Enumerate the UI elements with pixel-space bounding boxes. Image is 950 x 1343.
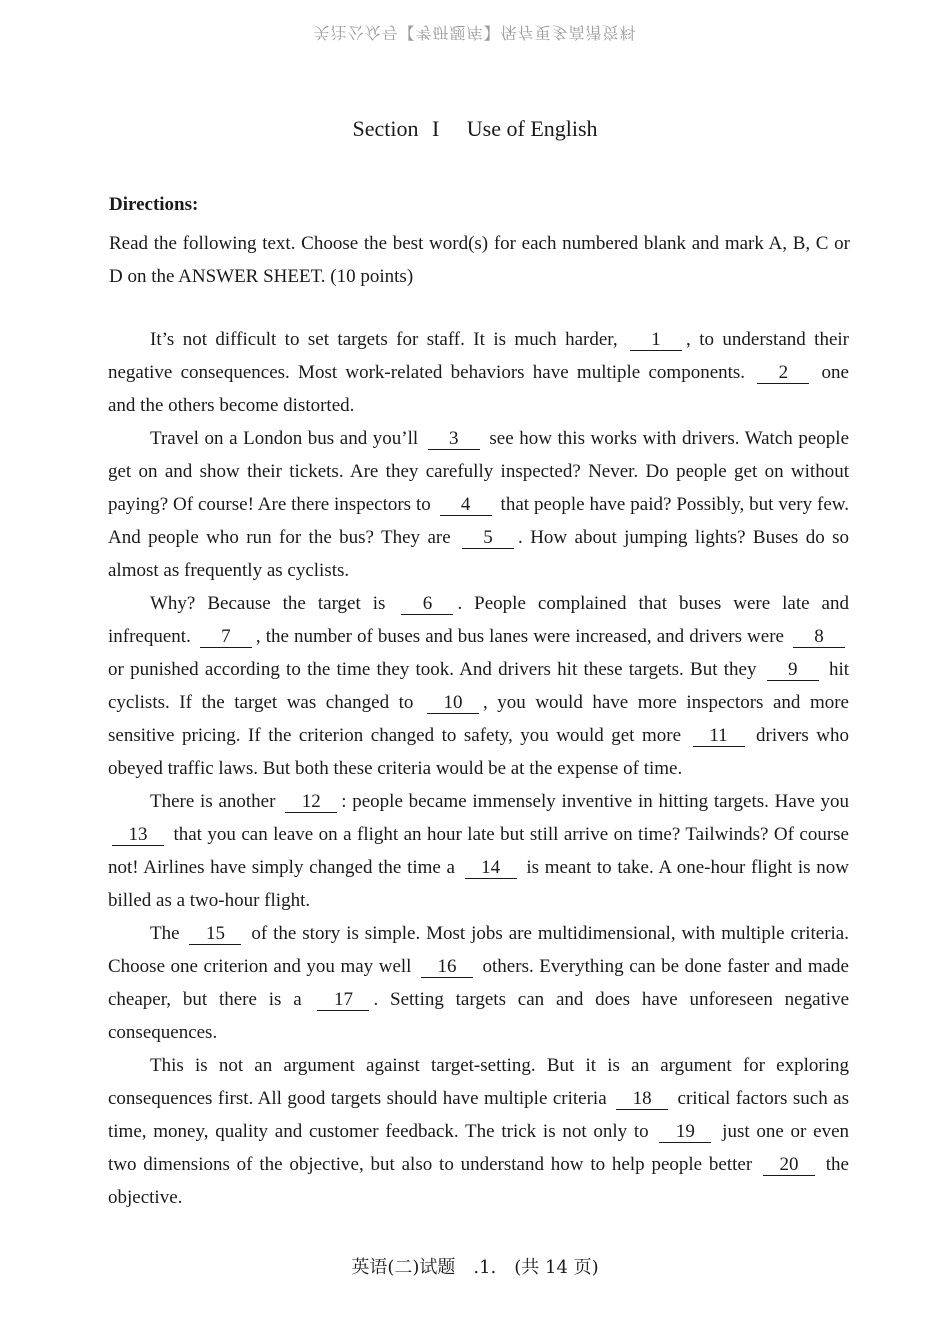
- paragraph-5: [108, 917, 849, 1049]
- text-segment: the objective.: [108, 1154, 849, 1208]
- text-segment: others. Everything can be done faster and made cheaper, but there is a: [108, 956, 849, 1010]
- blank-16: 16: [421, 957, 473, 978]
- directions-heading: Directions:: [109, 194, 199, 215]
- directions-text: Read the following text. Choose the best word(s) for each numbered blank and mark A, B, C or D on the ANSWER SHEET. (10 points): [109, 233, 850, 287]
- blank-20: 20: [763, 1155, 815, 1176]
- text-segment: . People complained that buses were late and infrequent.: [108, 593, 849, 647]
- text-segment: : people became immensely inventive in hitting targets. Have you: [341, 791, 849, 812]
- paragraph-2: [108, 422, 849, 587]
- text-segment: just one or even two dimensions of the objective, but also to understand how to help people better: [108, 1121, 849, 1175]
- paragraph-3: [108, 587, 849, 785]
- text-segment: , to understand their negative consequences. Most work-related behaviors have multiple components.: [108, 329, 849, 383]
- blank-11: 11: [693, 726, 745, 747]
- blank-15: 15: [189, 924, 241, 945]
- blank-8: 8: [793, 627, 845, 648]
- blank-2: 2: [757, 363, 809, 384]
- paragraph-4: [108, 785, 849, 917]
- blank-19: 19: [659, 1122, 711, 1143]
- text-segment: see how this works with drivers. Watch people get on and show their tickets. Are they carefully inspected? Never. Do people get on without paying? Of course! Are there inspectors to: [108, 428, 849, 515]
- text-segment: . How about jumping lights? Buses do so almost as frequently as cyclists.: [108, 527, 849, 581]
- blank-6: 6: [401, 594, 453, 615]
- text-segment: There is another: [150, 791, 282, 812]
- blank-4: 4: [440, 495, 492, 516]
- text-segment: drivers who obeyed traffic laws. But both these criteria would be at the expense of time.: [108, 725, 849, 779]
- text-segment: , you would have more inspectors and more sensitive pricing. If the criterion changed to safety, you would get more: [108, 692, 849, 746]
- text-segment: critical factors such as time, money, quality and customer feedback. The trick is not only to: [108, 1088, 850, 1142]
- text-segment: Travel on a London bus and you’ll: [150, 428, 424, 449]
- text-segment: hit cyclists. If the target was changed to: [108, 659, 850, 713]
- text-segment: . Setting targets can and does have unforeseen negative consequences.: [108, 989, 850, 1043]
- page-footer: 英语(二)试题 .1. (共 14 页): [351, 1257, 599, 1278]
- section-number: I: [431, 116, 440, 141]
- paragraph-1: [108, 323, 849, 422]
- blank-9: 9: [767, 660, 819, 681]
- text-segment: that people have paid? Possibly, but very few. And people who run for the bus? They are: [108, 494, 849, 548]
- text-segment: The: [150, 923, 186, 944]
- paragraph-6: [108, 1049, 849, 1214]
- blank-13: 13: [112, 825, 164, 846]
- section-name: Use of English: [466, 116, 598, 141]
- watermark: 关注公众号【考研题库】保存更多高清资料: [313, 23, 637, 42]
- blank-7: 7: [200, 627, 252, 648]
- text-segment: It’s not difficult to set targets for staff. It is much harder,: [150, 329, 627, 350]
- blank-3: 3: [428, 429, 480, 450]
- text-segment: one and the others become distorted.: [108, 362, 849, 416]
- blank-1: 1: [630, 330, 682, 351]
- blank-12: 12: [285, 792, 337, 813]
- blank-14: 14: [465, 858, 517, 879]
- text-segment: This is not an argument against target-setting. But it is an argument for exploring consequences first. All good targets should have multiple criteria: [108, 1055, 849, 1109]
- text-segment: of the story is simple. Most jobs are multidimensional, with multiple criteria. Choose one criterion and you may well: [108, 923, 849, 977]
- text-segment: is meant to take. A one-hour flight is now billed as a two-hour flight.: [108, 857, 849, 911]
- text-segment: , the number of buses and bus lanes were increased, and drivers were: [255, 626, 790, 647]
- section-label: Section: [352, 116, 419, 141]
- section-title: [0, 116, 950, 142]
- blank-5: 5: [462, 528, 514, 549]
- text-segment: or punished according to the time they took. And drivers hit these targets. But they: [108, 659, 763, 680]
- passage: [108, 323, 849, 1214]
- text-segment: that you can leave on a flight an hour late but still arrive on time? Tailwinds? Of course not! Airlines have simply changed the time a: [108, 824, 849, 878]
- text-segment: Why? Because the target is: [150, 593, 398, 614]
- blank-18: 18: [616, 1089, 668, 1110]
- blank-10: 10: [427, 693, 479, 714]
- blank-17: 17: [317, 990, 369, 1011]
